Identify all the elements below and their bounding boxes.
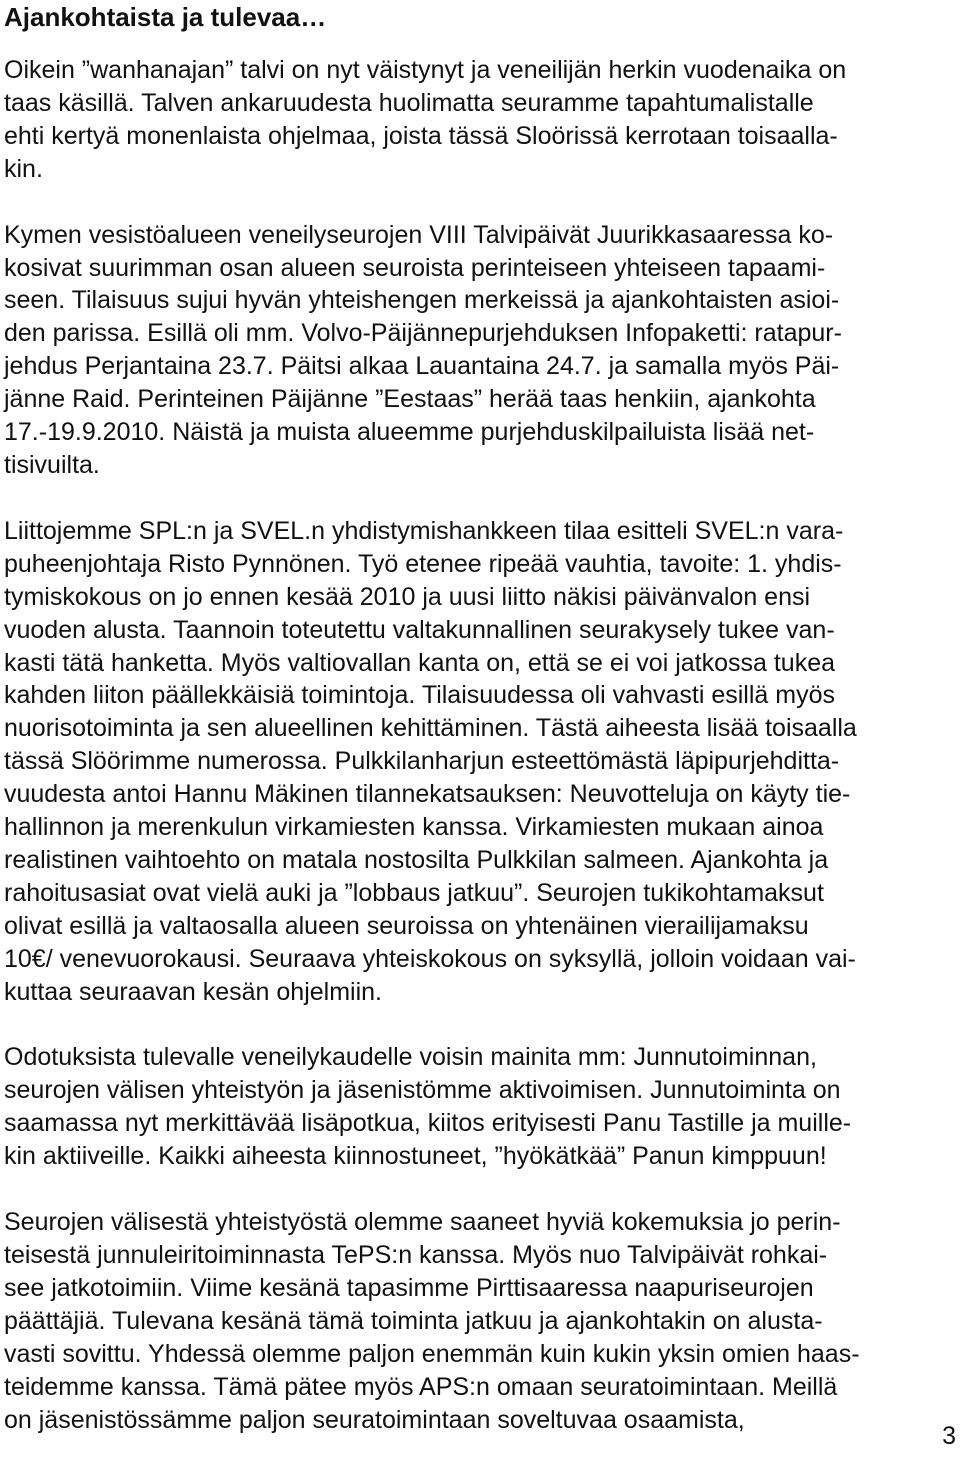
text-line: Odotuksista tulevalle veneilykaudelle voisin mainita mm: Junnutoiminnan, bbox=[4, 1043, 817, 1072]
text-line: kasti tätä hanketta. Myös valtiovallan kanta on, että se ei voi jatkossa tukea bbox=[4, 648, 836, 677]
text-line: seen. Tilaisuus sujui hyvän yhteishengen merkeissä ja ajankohtaisten asioi- bbox=[4, 286, 840, 315]
text-line: seurojen välisen yhteistyön ja jäsenistömme aktivoimisen. Junnutoiminta on bbox=[4, 1076, 841, 1105]
spacer bbox=[4, 186, 954, 219]
text-line: on jäsenistössämme paljon seuratoimintaan soveltuvaa osaamista, bbox=[4, 1405, 745, 1434]
text-line: kin. bbox=[4, 154, 43, 183]
spacer bbox=[4, 1173, 954, 1206]
text-line: puheenjohtaja Risto Pynnönen. Työ etenee ripeää vauhtia, tavoite: 1. yhdis- bbox=[4, 549, 842, 578]
text-line: jänne Raid. Perinteinen Päijänne ”Eestaas” herää taas henkiin, ajankohta bbox=[4, 385, 816, 414]
text-line: vuoden alusta. Taannoin toteutettu valtakunnallinen seurakysely tukee van- bbox=[4, 615, 835, 644]
text-line: teidemme kanssa. Tämä pätee myös APS:n omaan seuratoimintaan. Meillä bbox=[4, 1372, 838, 1401]
text-line: ehti kertyä monenlaista ohjelmaa, joista tässä Sloörissä kerrotaan toisaalla- bbox=[4, 121, 838, 150]
text-line: kin aktiiveille. Kaikki aiheesta kiinnostuneet, ”hyökätkää” Panun kimppuun! bbox=[4, 1142, 827, 1171]
text-line: kahden liiton päällekkäisiä toimintoja. Tilaisuudessa oli vahvasti esillä myös bbox=[4, 681, 835, 710]
page-number: 3 bbox=[942, 1422, 956, 1450]
text-line: nuorisotoiminta ja sen alueellinen kehittäminen. Tästä aiheesta lisää toisaalla bbox=[4, 714, 857, 743]
text-line: kuttaa seuraavan kesän ohjelmiin. bbox=[4, 977, 383, 1006]
text-line: 17.-19.9.2010. Näistä ja muista alueemme purjehduskilpailuista lisää net- bbox=[4, 418, 815, 447]
text-line: olivat esillä ja valtaosalla alueen seuroissa on yhtenäinen vierailijamaksu bbox=[4, 911, 809, 940]
paragraph-yhteistyo bbox=[4, 1206, 954, 1436]
text-line: päättäjiä. Tulevana kesänä tämä toiminta jatkuu ja ajankohtakin on alusta- bbox=[4, 1306, 823, 1335]
text-line: hallinnon ja merenkulun virkamiesten kanssa. Virkamiesten mukaan ainoa bbox=[4, 813, 824, 842]
text-line: Seurojen välisestä yhteistyöstä olemme saaneet hyviä kokemuksia jo perin- bbox=[4, 1208, 841, 1237]
text-line: 10€/ venevuorokausi. Seuraava yhteiskokous on syksyllä, jolloin voidaan vai- bbox=[4, 944, 856, 973]
text-line: Oikein ”wanhanajan” talvi on nyt väistynyt ja veneilijän herkin vuodenaika on bbox=[4, 56, 847, 84]
text-line: vasti sovittu. Yhdessä olemme paljon enemmän kuin kukin yksin omien haas- bbox=[4, 1339, 860, 1368]
paragraph-liitot bbox=[4, 515, 954, 1009]
text-line: jehdus Perjantaina 23.7. Päitsi alkaa Lauantaina 24.7. ja samalla myös Päi- bbox=[4, 352, 840, 381]
spacer bbox=[4, 1008, 954, 1041]
document-page bbox=[4, 0, 954, 1436]
paragraph-intro bbox=[4, 54, 954, 186]
text-line: vuudesta antoi Hannu Mäkinen tilannekatsauksen: Neuvotteluja on käyty tie- bbox=[4, 780, 851, 809]
text-line: tässä Slöörimme numerossa. Pulkkilanharjun esteettömästä läpipurjehditta- bbox=[4, 747, 840, 776]
spacer bbox=[4, 34, 954, 54]
text-line: teisestä junnuleiritoiminnasta TePS:n kanssa. Myös nuo Talvipäivät rohkai- bbox=[4, 1241, 828, 1269]
text-line: Liittojemme SPL:n ja SVEL.n yhdistymishankkeen tilaa esitteli SVEL:n vara- bbox=[4, 516, 844, 545]
text-line: den parissa. Esillä oli mm. Volvo-Päijännepurjehduksen Infopaketti: ratapur- bbox=[4, 319, 842, 348]
paragraph-odotukset bbox=[4, 1041, 954, 1173]
text-line: saamassa nyt merkittävää lisäpotkua, kiitos erityisesti Panu Tastille ja muille- bbox=[4, 1109, 852, 1138]
text-line: Kymen vesistöalueen veneilyseurojen VIII Talvipäivät Juurikkasaaressa ko- bbox=[4, 220, 834, 249]
text-line: see jatkotoimiin. Viime kesänä tapasimme Pirttisaaressa naapuriseurojen bbox=[4, 1273, 814, 1302]
text-line: rahoitusasiat ovat vielä auki ja ”lobbaus jatkuu”. Seurojen tukikohtamaksut bbox=[4, 878, 824, 907]
text-line: kosivat suurimman osan alueen seuroista perinteiseen yhteiseen tapaami- bbox=[4, 253, 826, 282]
text-line: tymiskokous on jo ennen kesää 2010 ja uusi liitto näkisi päivänvalon ensi bbox=[4, 582, 811, 611]
text-line: taas käsillä. Talven ankaruudesta huolimatta seuramme tapahtumalistalle bbox=[4, 88, 814, 117]
page-title: Ajankohtaista ja tulevaa… bbox=[4, 2, 327, 32]
text-line: realistinen vaihtoehto on matala nostosilta Pulkkilan salmeen. Ajankohta ja bbox=[4, 845, 829, 874]
spacer bbox=[4, 482, 954, 515]
text-line: tisivuilta. bbox=[4, 450, 100, 479]
paragraph-talvipaivat bbox=[4, 219, 954, 482]
